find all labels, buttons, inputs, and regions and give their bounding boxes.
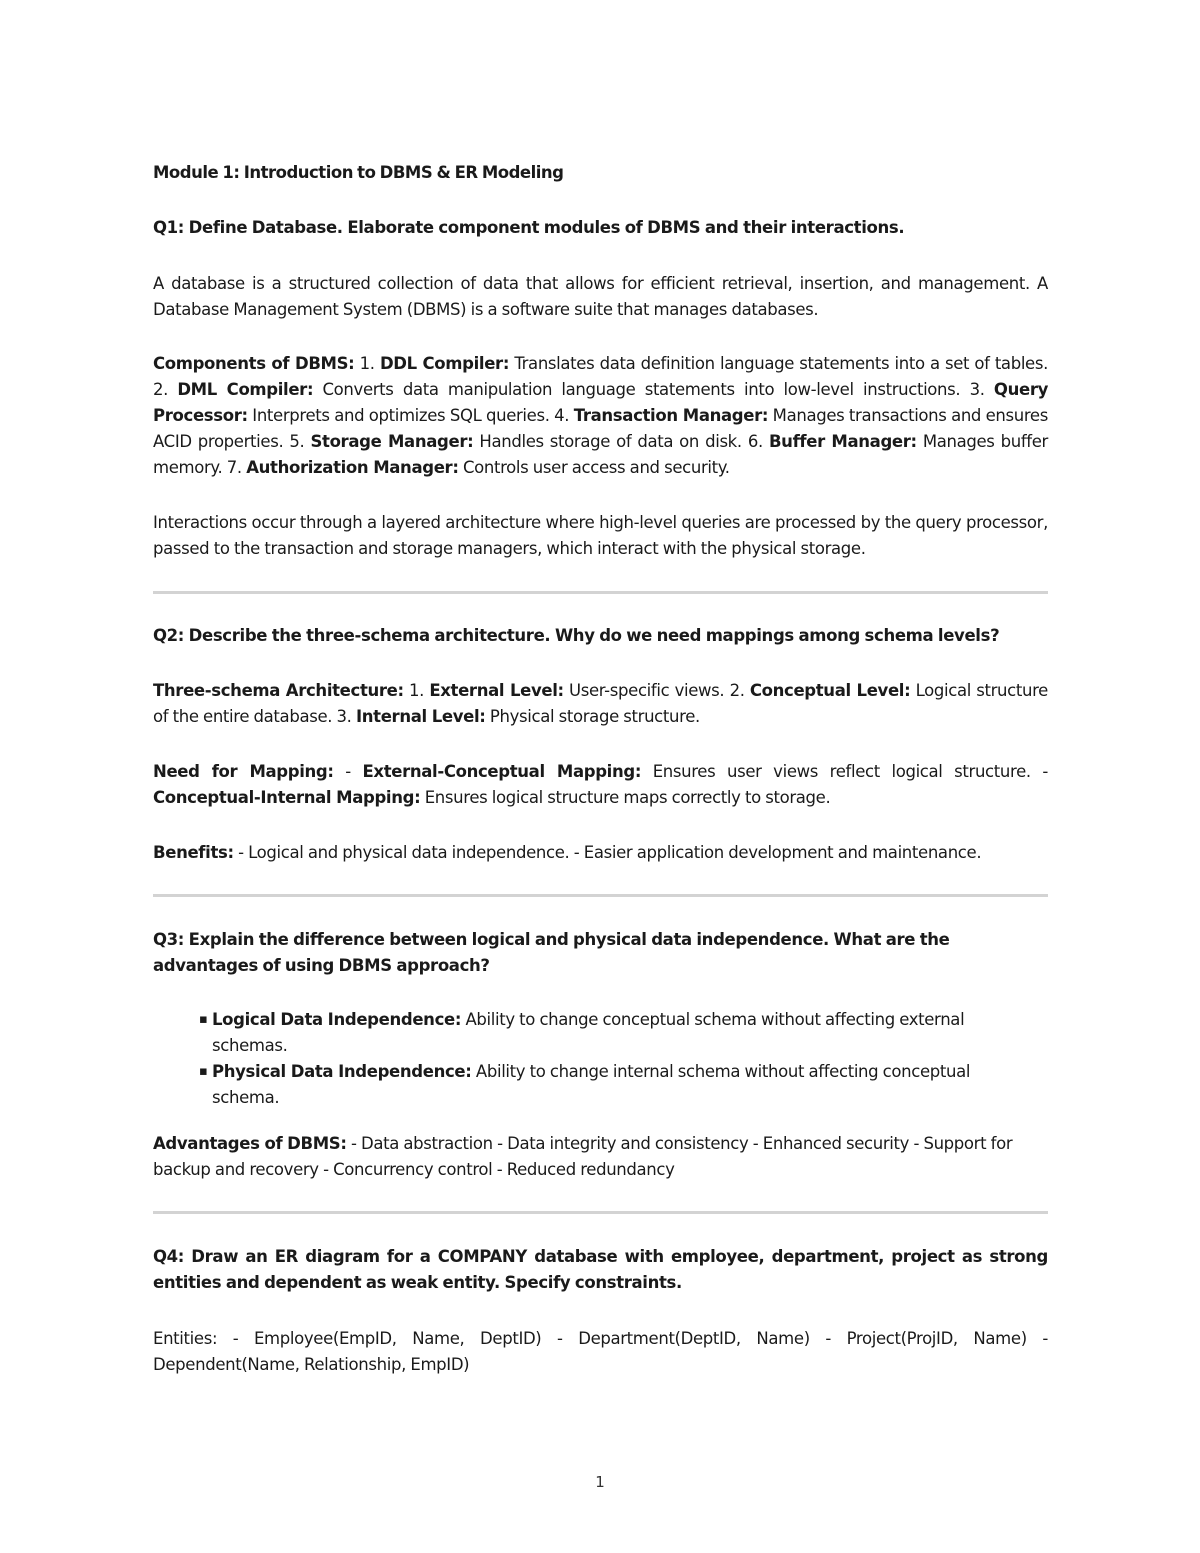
q1-components: Components of DBMS: 1. DDL Compiler: Translates data definition language statements into a set of tables. 2. DML Compiler: Converts data manipulation language statements into low-level instructions. 3. Query Processor: Interprets and optimizes SQL queries. 4. Transaction Manager: Manages transactions and ensures ACID properties. 5. Storage Manager: Handles storage of data on disk. 6. Buffer Manager: Manages buffer memory. 7. Authorization Manager: Controls user access and security. bbox=[153, 354, 1049, 477]
q1-interactions: Interactions occur through a layered architecture where high-level queries are processed by the query processor, passed to the transaction and storage managers, which interact with the physical storage. bbox=[153, 513, 1048, 558]
logical-data-independence-label: Logical Data Independence: bbox=[212, 1010, 462, 1029]
module-title: Module 1: Introduction to DBMS & ER Modeling bbox=[153, 163, 564, 182]
query-processor-label: Query Processor: bbox=[153, 380, 1049, 425]
buffer-manager-label: Buffer Manager: bbox=[768, 432, 917, 451]
external-level-label: External Level: bbox=[429, 681, 564, 700]
components-label: Components of DBMS: bbox=[153, 354, 355, 373]
storage-manager-label: Storage Manager: bbox=[310, 432, 474, 451]
q3-heading: Q3: Explain the difference between logical and physical data independence. What are the advantages of using DBMS approach? bbox=[153, 930, 950, 975]
q2-benefits: Benefits: - Logical and physical data independence. - Easier application development and maintenance. bbox=[153, 843, 982, 862]
list-item: ▪ Physical Data Independence: Ability to change internal schema without affecting conceptual schema. bbox=[199, 1059, 1019, 1111]
section-divider bbox=[153, 894, 1048, 897]
dml-compiler-label: DML Compiler: bbox=[177, 380, 314, 399]
q3-advantages: Advantages of DBMS: - Data abstraction - Data integrity and consistency - Enhanced security - Support for backup and recovery - Concurrency control - Reduced redundancy bbox=[153, 1134, 1013, 1179]
three-schema-label: Three-schema Architecture: bbox=[153, 681, 404, 700]
physical-data-independence-label: Physical Data Independence: bbox=[212, 1062, 472, 1081]
q2-heading: Q2: Describe the three-schema architecture. Why do we need mappings among schema levels? bbox=[153, 626, 1000, 645]
conceptual-level-label: Conceptual Level: bbox=[749, 681, 911, 700]
transaction-manager-label: Transaction Manager: bbox=[573, 406, 769, 425]
q4-heading: Q4: Draw an ER diagram for a COMPANY database with employee, department, project as strong entities and dependent as weak entity. Specify constraints. bbox=[153, 1247, 1048, 1292]
need-for-mapping-label: Need for Mapping: bbox=[153, 762, 334, 781]
page-number: 1 bbox=[595, 1473, 605, 1491]
q3-bullet-list bbox=[153, 1007, 1019, 1111]
internal-level-label: Internal Level: bbox=[355, 707, 486, 726]
section-divider bbox=[153, 591, 1048, 594]
benefits-label: Benefits: bbox=[153, 843, 234, 862]
list-item: ▪ Logical Data Independence: Ability to change conceptual schema without affecting external schemas. bbox=[199, 1007, 1019, 1059]
document-page bbox=[153, 160, 1048, 1378]
external-conceptual-mapping-label: External-Conceptual Mapping: bbox=[362, 762, 642, 781]
authorization-manager-label: Authorization Manager: bbox=[246, 458, 459, 477]
q1-heading: Q1: Define Database. Elaborate component modules of DBMS and their interactions. bbox=[153, 218, 905, 237]
q1-intro: A database is a structured collection of data that allows for efficient retrieval, insertion, and management. A Database Management System (DBMS) is a software suite that manages databases. bbox=[153, 274, 1048, 319]
ddl-compiler-label: DDL Compiler: bbox=[379, 354, 510, 373]
q2-need-mapping: Need for Mapping: - External-Conceptual Mapping: Ensures user views reflect logical structure. - Conceptual-Internal Mapping: Ensures logical structure maps correctly to storage. bbox=[153, 762, 1048, 807]
q4-entities: Entities: - Employee(EmpID, Name, DeptID) - Department(DeptID, Name) - Project(ProjID, Name) - Dependent(Name, Relationship, EmpID) bbox=[153, 1329, 1048, 1374]
q2-architecture: Three-schema Architecture: 1. External Level: User-specific views. 2. Conceptual Level: Logical structure of the entire database. 3. Internal Level: Physical storage structure. bbox=[153, 681, 1048, 726]
advantages-label: Advantages of DBMS: bbox=[153, 1134, 347, 1153]
section-divider bbox=[153, 1211, 1048, 1214]
conceptual-internal-mapping-label: Conceptual-Internal Mapping: bbox=[153, 788, 421, 807]
